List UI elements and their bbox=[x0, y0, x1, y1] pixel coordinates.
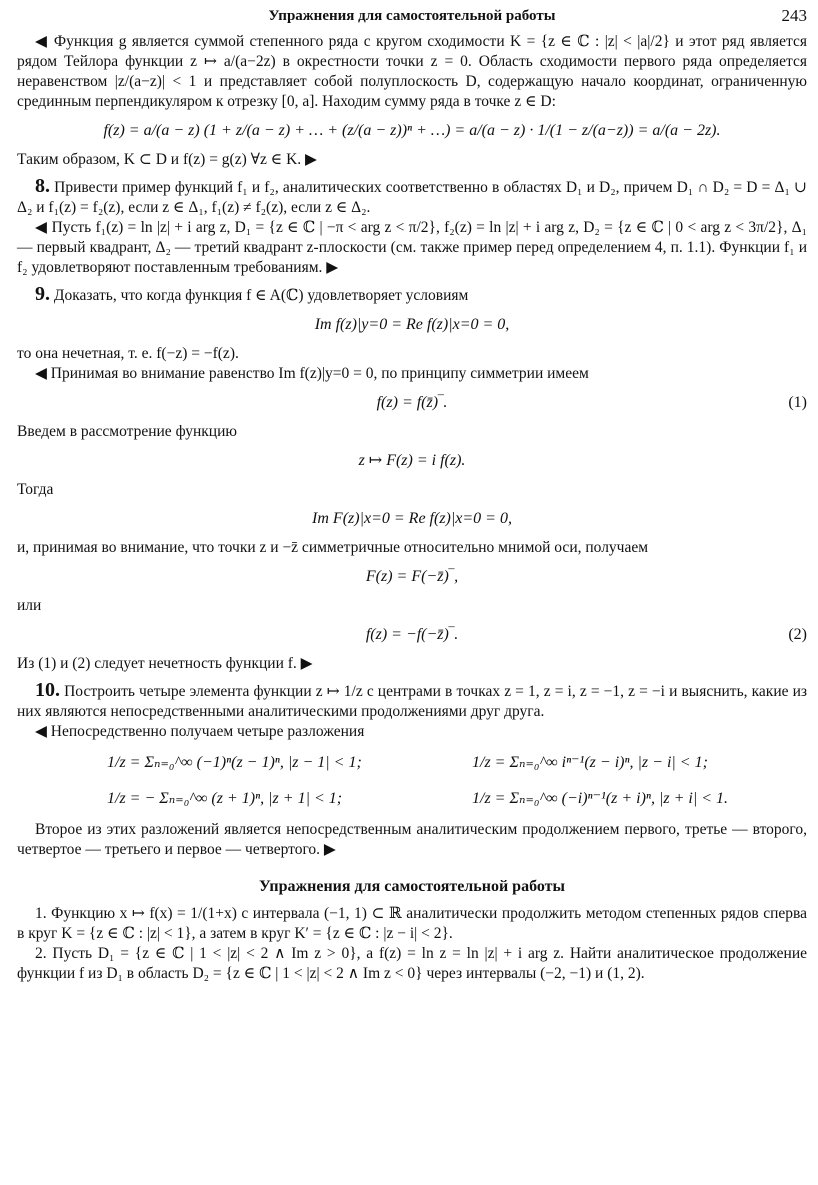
equation: F(z) = F(−z̄)‾, bbox=[365, 568, 459, 585]
exercise-9 bbox=[17, 284, 807, 306]
paragraph: Второе из этих разложений является непосредственным аналитическим продолжением первого, третье — второго, четвертое — третьего и первое — четвертого. ▶ bbox=[17, 821, 807, 858]
equation-1 bbox=[17, 392, 807, 414]
paragraph: ◀ Принимая во внимание равенство Im f(z)|y=0 = 0, по принципу симметрии имеем bbox=[35, 365, 589, 382]
running-head: Упражнения для самостоятельной работы bbox=[268, 8, 556, 24]
expansion: 1/z = Σₙ₌₀^∞ iⁿ⁻¹(z − i)ⁿ, |z − i| < 1; bbox=[472, 754, 708, 771]
paragraph: ◀ Пусть f₁(z) = ln |z| + i arg z, D₁ = {z ∈ ℂ | −π < arg z < π/2}, f₂(z) = ln |z| + i arg z, D₂ = {z ∈ ℂ | 0 < arg z < 3π/2}, Δ₁ — первый квадрант, Δ₂ — третий квадрант z-плоскости (см. также пример перед определением 4, п. 1.1). Функции f₁ и f₂ удовлетворяют поставленным требованиям. ▶ bbox=[17, 219, 807, 276]
equation-body: f(z) = −f(−z̄)‾. bbox=[365, 626, 459, 643]
paragraph: и, принимая во внимание, что точки z и −z̄ симметричные относительно мнимой оси, получаем bbox=[17, 539, 649, 556]
equation: f(z) = a/(a − z) (1 + z/(a − z) + … + (z/(a − z))ⁿ + …) = a/(a − z) · 1/(1 − z/(a−z)) = a/(a − 2z). bbox=[103, 122, 721, 139]
exercise-8 bbox=[17, 176, 807, 218]
exercise-number: 8. bbox=[35, 175, 50, 197]
equation: z ↦ F(z) = i f(z). bbox=[358, 452, 466, 469]
equation: Im f(z)|y=0 = Re f(z)|x=0 = 0, bbox=[314, 316, 510, 333]
paragraph: Тогда bbox=[17, 481, 54, 498]
equation-body: f(z) = f(z̄)‾. bbox=[376, 394, 448, 411]
paragraph: Из (1) и (2) следует нечетность функции f. ▶ bbox=[17, 655, 313, 672]
section-title: Упражнения для самостоятельной работы bbox=[258, 878, 566, 895]
expansion: 1/z = − Σₙ₌₀^∞ (z + 1)ⁿ, |z + 1| < 1; bbox=[107, 790, 343, 807]
expansion: 1/z = Σₙ₌₀^∞ (−1)ⁿ(z − 1)ⁿ, |z − 1| < 1; bbox=[107, 754, 362, 771]
exercise-text: Доказать, что когда функция f ∈ A(ℂ) удовлетворяет условиям bbox=[53, 287, 469, 304]
paragraph: ◀ Непосредственно получаем четыре разложения bbox=[35, 723, 365, 740]
equation-number: (2) bbox=[788, 626, 807, 643]
task-2: 2. Пусть D₁ = {z ∈ ℂ | 1 < |z| < 2 ∧ Im z > 0}, а f(z) = ln z = ln |z| + i arg z. Найти аналитическое продолжение функции f из D₁ в область D₂ = {z ∈ ℂ | 1 < |z| < 2 ∧ Im z < 0} через интервалы (−2, −1) и (1, 2). bbox=[17, 945, 807, 982]
exercise-10 bbox=[17, 680, 807, 722]
task-1: 1. Функцию x ↦ f(x) = 1/(1+x) с интервала (−1, 1) ⊂ ℝ аналитически продолжить методом степенных рядов сперва в круг K = {z ∈ ℂ : |z| < 1}, а затем в круг K′ = {z ∈ ℂ : |z − i| < 2}. bbox=[17, 905, 807, 942]
paragraph: Таким образом, K ⊂ D и f(z) = g(z) ∀z ∈ K. ▶ bbox=[17, 151, 317, 168]
exercise-text: Построить четыре элемента функции z ↦ 1/z с центрами в точках z = 1, z = i, z = −1, z = −i и выяснить, какие из них являются непосредственными аналитическими продолжениями друг друга. bbox=[17, 683, 808, 720]
paragraph: или bbox=[17, 597, 42, 614]
exercise-text: Привести пример функций f₁ и f₂, аналитических соответственно в областях D₁ и D₂, причем D₁ ∩ D₂ = D = Δ₁ ∪ Δ₂ и f₁(z) = f₂(z), если z ∈ Δ₁, f₁(z) ≠ f₂(z), если z ∈ Δ₂. bbox=[17, 179, 807, 216]
page bbox=[17, 6, 807, 984]
page-number: 243 bbox=[781, 6, 807, 25]
equation-2 bbox=[17, 624, 807, 646]
paragraph: ◀ Функция g является суммой степенного ряда с кругом сходимости K = {z ∈ ℂ : |z| < |a|/2} и этот ряд является рядом Тейлора функции z ↦ a/(a−2z) в окрестности точки z = 0. Область сходимости первого ряда определяется неравенством |z/(a−z)| < 1 и представляет собой полуплоскость D, содержащую начало координат, ограниченную срединным перпендикуляром к отрезку [0, a]. Находим сумму ряда в точке z ∈ D: bbox=[17, 33, 807, 110]
expansions-grid bbox=[107, 752, 807, 810]
equation-number: (1) bbox=[788, 394, 807, 411]
paragraph: Введем в рассмотрение функцию bbox=[17, 423, 237, 440]
page-header bbox=[17, 6, 807, 32]
exercise-number: 10. bbox=[35, 679, 60, 701]
equation: Im F(z)|x=0 = Re f(z)|x=0 = 0, bbox=[312, 510, 512, 527]
paragraph: то она нечетная, т. е. f(−z) = −f(z). bbox=[17, 345, 239, 362]
exercise-number: 9. bbox=[35, 283, 50, 305]
expansion: 1/z = Σₙ₌₀^∞ (−i)ⁿ⁻¹(z + i)ⁿ, |z + i| < 1. bbox=[472, 790, 729, 807]
